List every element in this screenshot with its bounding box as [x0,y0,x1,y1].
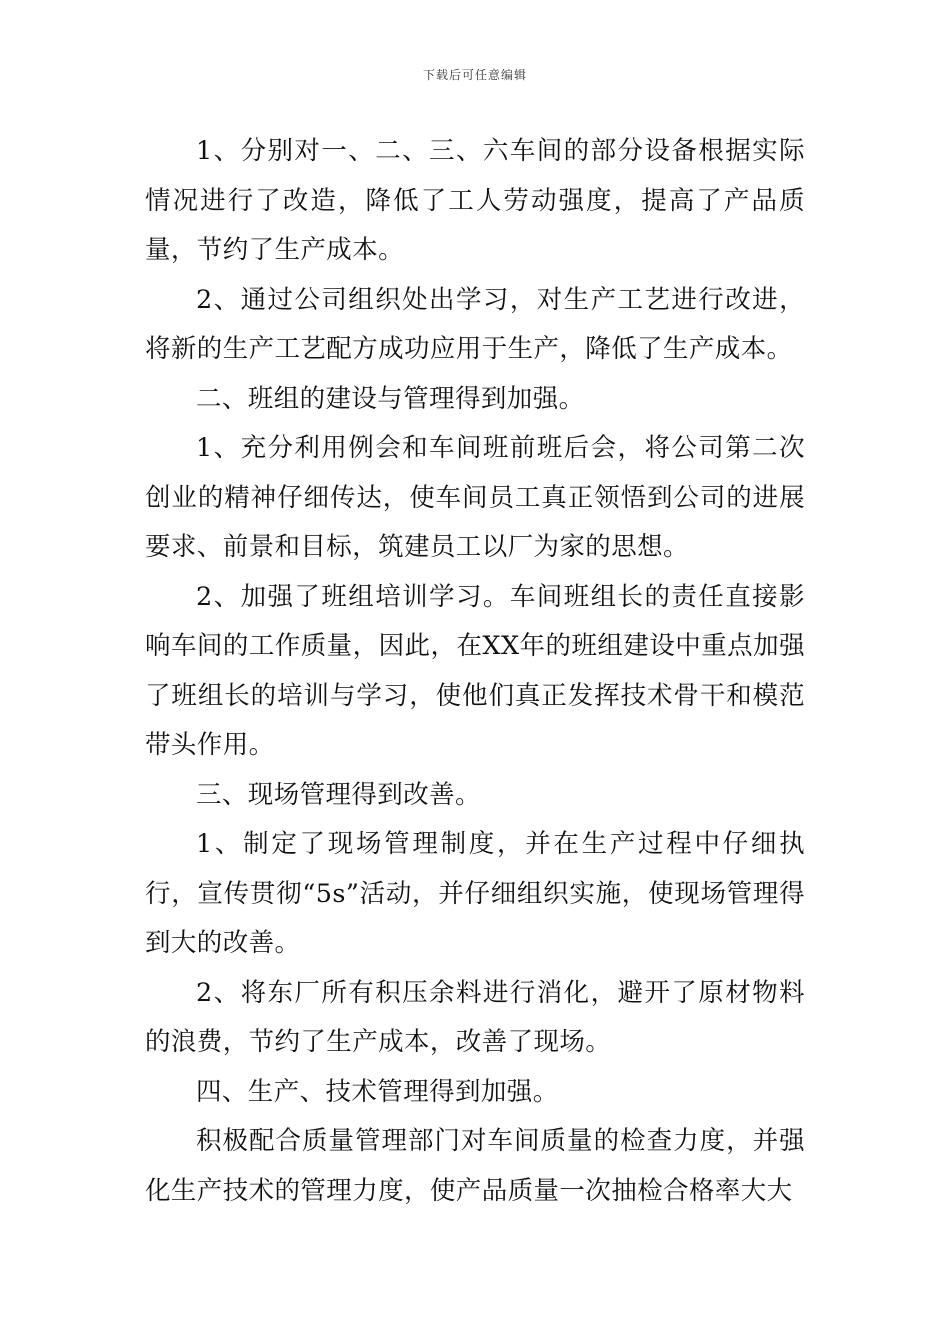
paragraph-team-training: 2、加强了班组培训学习。车间班组长的责任直接影响车间的工作质量，因此，在XX年的班组建设中重点加强了班组长的培训与学习，使他们真正发挥技术骨干和模范带头作用。 [145,581,805,760]
paragraph-equipment-upgrade: 1、分别对一、二、三、六车间的部分设备根据实际情况进行了改造，降低了工人劳动强度，提高了产品质量，节约了生产成本。 [145,136,805,265]
paragraph-quality-inspection: 积极配合质量管理部门对车间质量的检查力度，并强化生产技术的管理力度，使产品质量一次抽检合格率大大 [145,1126,805,1206]
section-heading-site-management: 三、现场管理得到改善。 [196,779,481,810]
paragraph-site-rules: 1、制定了现场管理制度，并在生产过程中仔细执行，宣传贯彻“5s”活动，并仔细组织实施，使现场管理得到大的改善。 [145,829,805,958]
paragraph-process-improvement: 2、通过公司组织处出学习，对生产工艺进行改进，将新的生产工艺配方成功应用于生产，降低了生产成本。 [145,284,805,364]
paragraph-surplus-material: 2、将东厂所有积压余料进行消化，避开了原材物料的浪费，节约了生产成本，改善了现场。 [145,977,805,1057]
section-heading-production-tech: 四、生产、技术管理得到加强。 [196,1076,559,1107]
document-body [145,127,805,1216]
paragraph-meetings: 1、充分利用例会和车间班前班后会，将公司第二次创业的精神仔细传达，使车间员工真正领悟到公司的进展要求、前景和目标，筑建员工以厂为家的思想。 [145,433,805,562]
section-heading-team-building: 二、班组的建设与管理得到加强。 [196,383,585,414]
header-note: 下载后可任意编辑 [422,68,527,82]
